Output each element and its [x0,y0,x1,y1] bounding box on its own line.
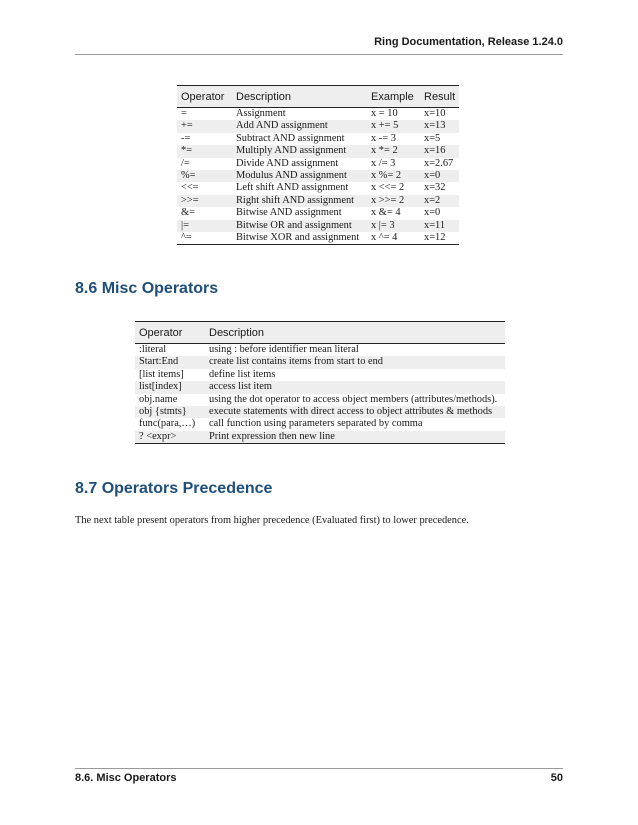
table-cell: x=10 [424,108,446,119]
table-header-row [135,322,505,344]
table-cell: Bitwise OR and assignment [236,219,352,231]
table-cell: /= [181,157,190,169]
table-row [177,120,459,132]
table-cell: x += 5 [371,120,399,132]
table-row [135,381,505,393]
table-cell: Add AND assignment [236,120,328,132]
table-cell: >>= [181,194,199,206]
table-row [177,182,459,194]
table-cell: x=0 [424,207,441,219]
table-cell: x |= 3 [371,219,395,231]
table-row [135,431,505,444]
body-paragraph: The next table present operators from higher precedence (Evaluated first) to lower precedence. [75,515,469,526]
table-cell: x &= 4 [371,207,401,219]
table-cell: x=2 [424,194,441,206]
column-header: Operator [135,322,205,344]
table-cell: create list contains items from start to end [209,356,383,368]
running-header: Ring Documentation, Release 1.24.0 [374,36,563,48]
table-row [135,418,505,430]
table-cell: x /= 3 [371,157,396,169]
table-cell: += [181,120,193,132]
table-row [177,145,459,157]
table-cell: |= [181,219,189,231]
table-row [135,394,505,406]
table-row [135,356,505,368]
table-row [177,170,459,182]
section-heading-operators-precedence: 8.7 Operators Precedence [75,480,273,497]
table-cell: <<= [181,182,199,194]
table-cell: using : before identifier mean literal [209,344,359,355]
table-cell: call function using parameters separated by comma [209,418,423,430]
table-cell: Left shift AND assignment [236,182,349,194]
table-cell: func(para,…) [139,418,196,430]
table-cell: ^= [177,232,232,245]
table-row [135,406,505,418]
table-cell: obj.name [139,393,178,405]
table-cell: Start:End [139,356,179,368]
table-row [177,158,459,170]
table-cell: x ^= 4 [367,232,420,245]
table-cell: x=11 [424,219,446,231]
footer-section-title: 8.6. Misc Operators [75,772,177,784]
table-cell: x=16 [424,145,446,157]
table-cell: x=32 [424,182,446,194]
table-cell: list[index] [139,381,182,393]
column-header: Description [232,86,367,108]
table-cell: *= [181,145,193,157]
table-cell: Bitwise AND assignment [236,207,342,219]
column-header: Operator [177,86,232,108]
table-cell: execute statements with direct access to object attributes & methods [209,406,493,418]
table-cell: -= [181,132,191,144]
table-cell: x >>= 2 [371,194,405,206]
column-header: Example [367,86,420,108]
table-cell: access list item [209,381,272,393]
table-row [177,232,459,245]
table-cell: obj {stmts} [139,406,187,418]
table-cell: x -= 3 [371,132,396,144]
table-row [177,220,459,232]
table-cell: Print expression then new line [205,431,505,444]
table-row [177,133,459,145]
table-cell: Bitwise XOR and assignment [232,232,367,245]
column-header: Result [420,86,459,108]
table-cell: Divide AND assignment [236,157,339,169]
table-row [177,195,459,207]
table-row [177,108,459,121]
table-cell: [list items] [139,368,184,380]
table-cell: :literal [139,344,167,355]
header-rule [75,54,563,55]
table-cell: x=12 [420,232,459,245]
footer-rule [75,768,563,769]
misc-operators-table [135,321,505,444]
table-cell: x = 10 [371,108,398,119]
table-cell: Multiply AND assignment [236,145,347,157]
assignment-operators-table [177,85,459,245]
section-heading-misc-operators: 8.6 Misc Operators [75,280,219,297]
table-cell: x <<= 2 [371,182,405,194]
table-cell: Assignment [236,108,286,119]
table-cell: = [181,108,187,119]
table-cell: Modulus AND assignment [236,170,347,182]
table-row [135,369,505,381]
table-cell: x=2.67 [424,157,454,169]
table-cell: x=5 [424,132,441,144]
table-cell: Subtract AND assignment [236,132,345,144]
table-cell: x %= 2 [371,170,402,182]
page-number: 50 [550,772,563,784]
table-header-row [177,86,459,108]
table-cell: x *= 2 [371,145,398,157]
table-row [135,344,505,357]
table-cell: x=0 [424,170,441,182]
table-cell: %= [181,170,196,182]
table-cell: using the dot operator to access object members (attributes/methods). [209,393,498,405]
table-cell: define list items [209,368,276,380]
table-cell: &= [181,207,195,219]
table-cell: ? <expr> [135,431,205,444]
table-cell: x=13 [424,120,446,132]
table-row [177,207,459,219]
column-header: Description [205,322,505,344]
table-cell: Right shift AND assignment [236,194,355,206]
